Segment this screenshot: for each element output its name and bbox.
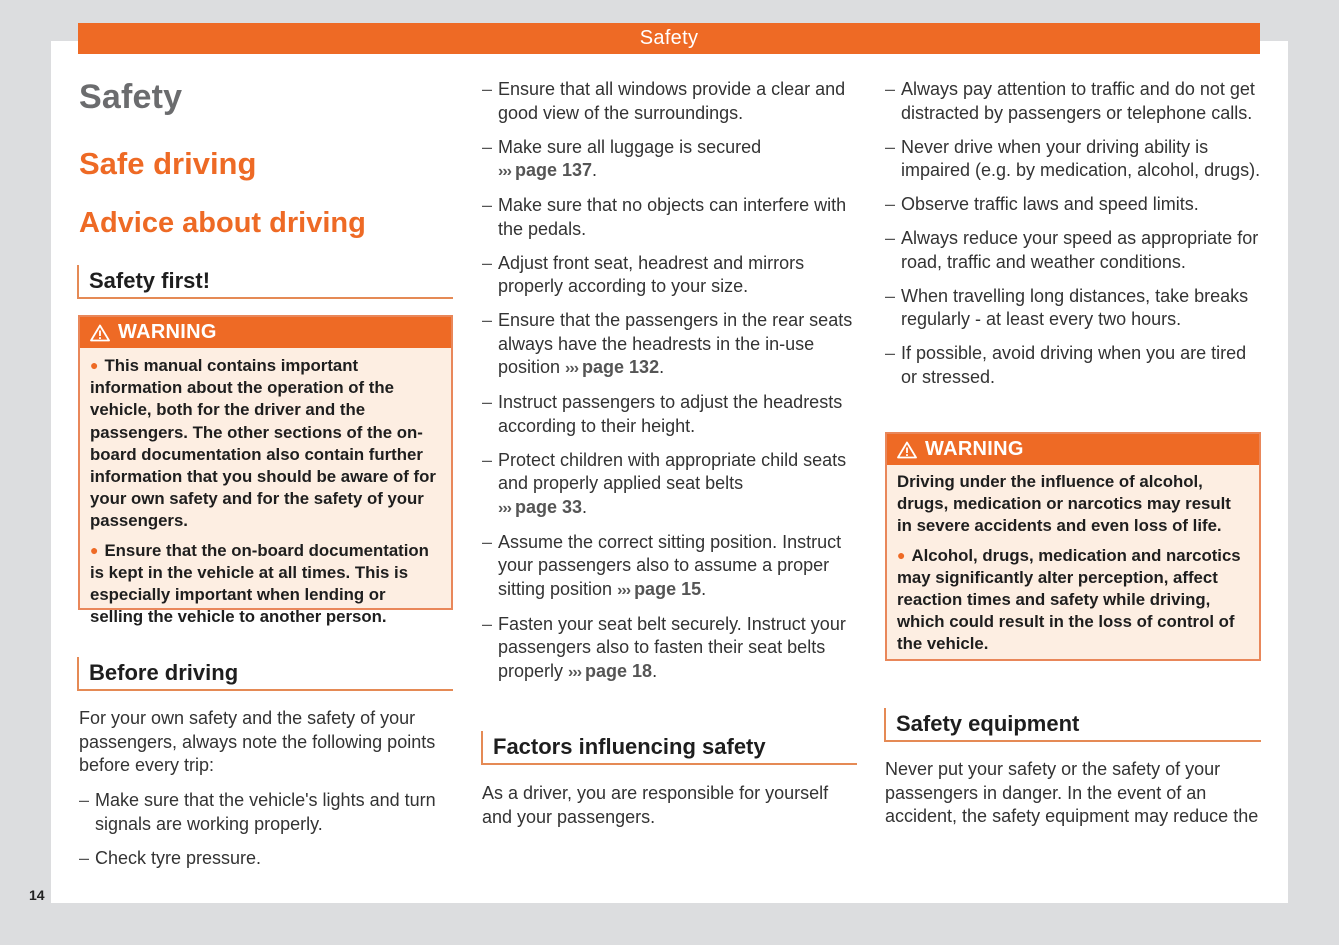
list-item: – Check tyre pressure. — [79, 847, 454, 871]
driving-advice-list — [885, 78, 1261, 400]
warning-label: WARNING — [118, 321, 217, 343]
page-ref-link[interactable]: ››› page 137 — [498, 160, 593, 180]
section-header-label: Safety — [639, 27, 699, 49]
heading-safety-first: Safety first! — [77, 265, 453, 299]
section-header-bar — [78, 23, 1260, 54]
list-item: – Make sure that no objects can interfere with the pedals. — [482, 194, 860, 241]
page-ref-link[interactable]: ››› page 15 — [617, 578, 702, 599]
list-item: – Always pay attention to traffic and do not get distracted by passengers or telephone calls. — [885, 78, 1261, 125]
list-item: – When travelling long distances, take breaks regularly - at least every two hours. — [885, 285, 1261, 332]
list-item: – Never drive when your driving ability is impaired (e.g. by medication, alcohol, drugs). — [885, 136, 1261, 183]
page-number: 14 — [29, 887, 45, 903]
subsection-title: Advice about driving — [79, 207, 366, 239]
list-item: – Adjust front seat, headrest and mirrors properly according to your size. — [482, 252, 860, 299]
warning-body — [887, 465, 1259, 662]
heading-before-driving: Before driving — [77, 657, 453, 691]
heading-factors-influencing-safety: Factors influencing safety — [481, 731, 857, 765]
factors-text: As a driver, you are responsible for yourself and your passengers. — [482, 783, 829, 827]
warning-box-alcohol — [885, 432, 1261, 661]
warning-paragraph: ● Alcohol, drugs, medication and narcotics may significantly alter perception, affect reaction times and safety while driving, which could result in the loss of control of the vehicle. — [897, 545, 1241, 654]
list-item: – Protect children with appropriate child seats and properly applied seat belts ››› page 33. — [482, 449, 860, 521]
list-item: – Ensure that all windows provide a clear and good view of the surroundings. — [482, 78, 860, 125]
warning-triangle-icon — [90, 324, 110, 342]
list-item: – Make sure that the vehicle's lights and turn signals are working properly. — [79, 789, 454, 836]
before-driving-list-continued — [482, 78, 860, 695]
before-driving-list — [79, 789, 454, 881]
warning-body — [80, 348, 451, 634]
bullet-dot-icon: ● — [90, 541, 99, 558]
list-item: – Ensure that the passengers in the rear seats always have the headrests in the in-use position ››› page 132. — [482, 309, 860, 381]
warning-header — [887, 434, 1259, 465]
list-item: – Make sure all luggage is secured ››› page 137. — [482, 136, 860, 184]
warning-label: WARNING — [925, 438, 1024, 460]
warning-paragraph: ● Ensure that the on-board documentation is kept in the vehicle at all times. This is especially important when lending or selling the vehicle to another person. — [90, 540, 429, 627]
list-item: – Instruct passengers to adjust the headrests according to their height. — [482, 391, 860, 438]
page-ref-link[interactable]: ››› page 18 — [568, 660, 653, 681]
before-driving-intro: For your own safety and the safety of your passengers, always note the following points before every trip: — [79, 708, 436, 775]
safety-equipment-text: Never put your safety or the safety of your passengers in danger. In the event of an accident, the safety equipment may reduce the — [885, 759, 1259, 826]
heading-safety-equipment: Safety equipment — [884, 708, 1261, 742]
list-item: – If possible, avoid driving when you are tired or stressed. — [885, 342, 1261, 389]
warning-lead: Driving under the influence of alcohol, drugs, medication or narcotics may result in severe accidents and even loss of life. — [897, 472, 1231, 536]
warning-header — [80, 317, 451, 348]
list-item: – Observe traffic laws and speed limits. — [885, 193, 1261, 217]
bullet-dot-icon: ● — [90, 357, 99, 373]
list-item: – Fasten your seat belt securely. Instruct your passengers also to fasten their seat belts properly ››› page 18. — [482, 613, 860, 685]
section-title: Safe driving — [79, 146, 257, 181]
list-item: – Always reduce your speed as appropriate for road, traffic and weather conditions. — [885, 227, 1261, 274]
ref-arrows-icon: ››› — [568, 663, 582, 681]
warning-box-safety-first — [78, 315, 453, 627]
list-item: – Assume the correct sitting position. Instruct your passengers also to assume a proper sitting position ››› page 15. — [482, 531, 860, 603]
ref-arrows-icon: ››› — [498, 499, 511, 517]
chapter-title: Safety — [79, 78, 183, 116]
warning-paragraph: ● This manual contains important information about the operation of the vehicle, both for the driver and the passengers. The other sections of the on-board documentation also contain further information that you should be aware of for your own safety and for the safety of your passengers. — [90, 356, 436, 531]
page-ref-link[interactable]: ››› page 33 — [498, 496, 583, 517]
bullet-dot-icon: ● — [897, 546, 906, 563]
page-ref-link[interactable]: ››› page 132 — [565, 357, 660, 377]
warning-triangle-icon — [897, 441, 917, 459]
ref-arrows-icon: ››› — [498, 163, 511, 180]
ref-arrows-icon: ››› — [617, 581, 631, 599]
ref-arrows-icon: ››› — [565, 360, 579, 377]
